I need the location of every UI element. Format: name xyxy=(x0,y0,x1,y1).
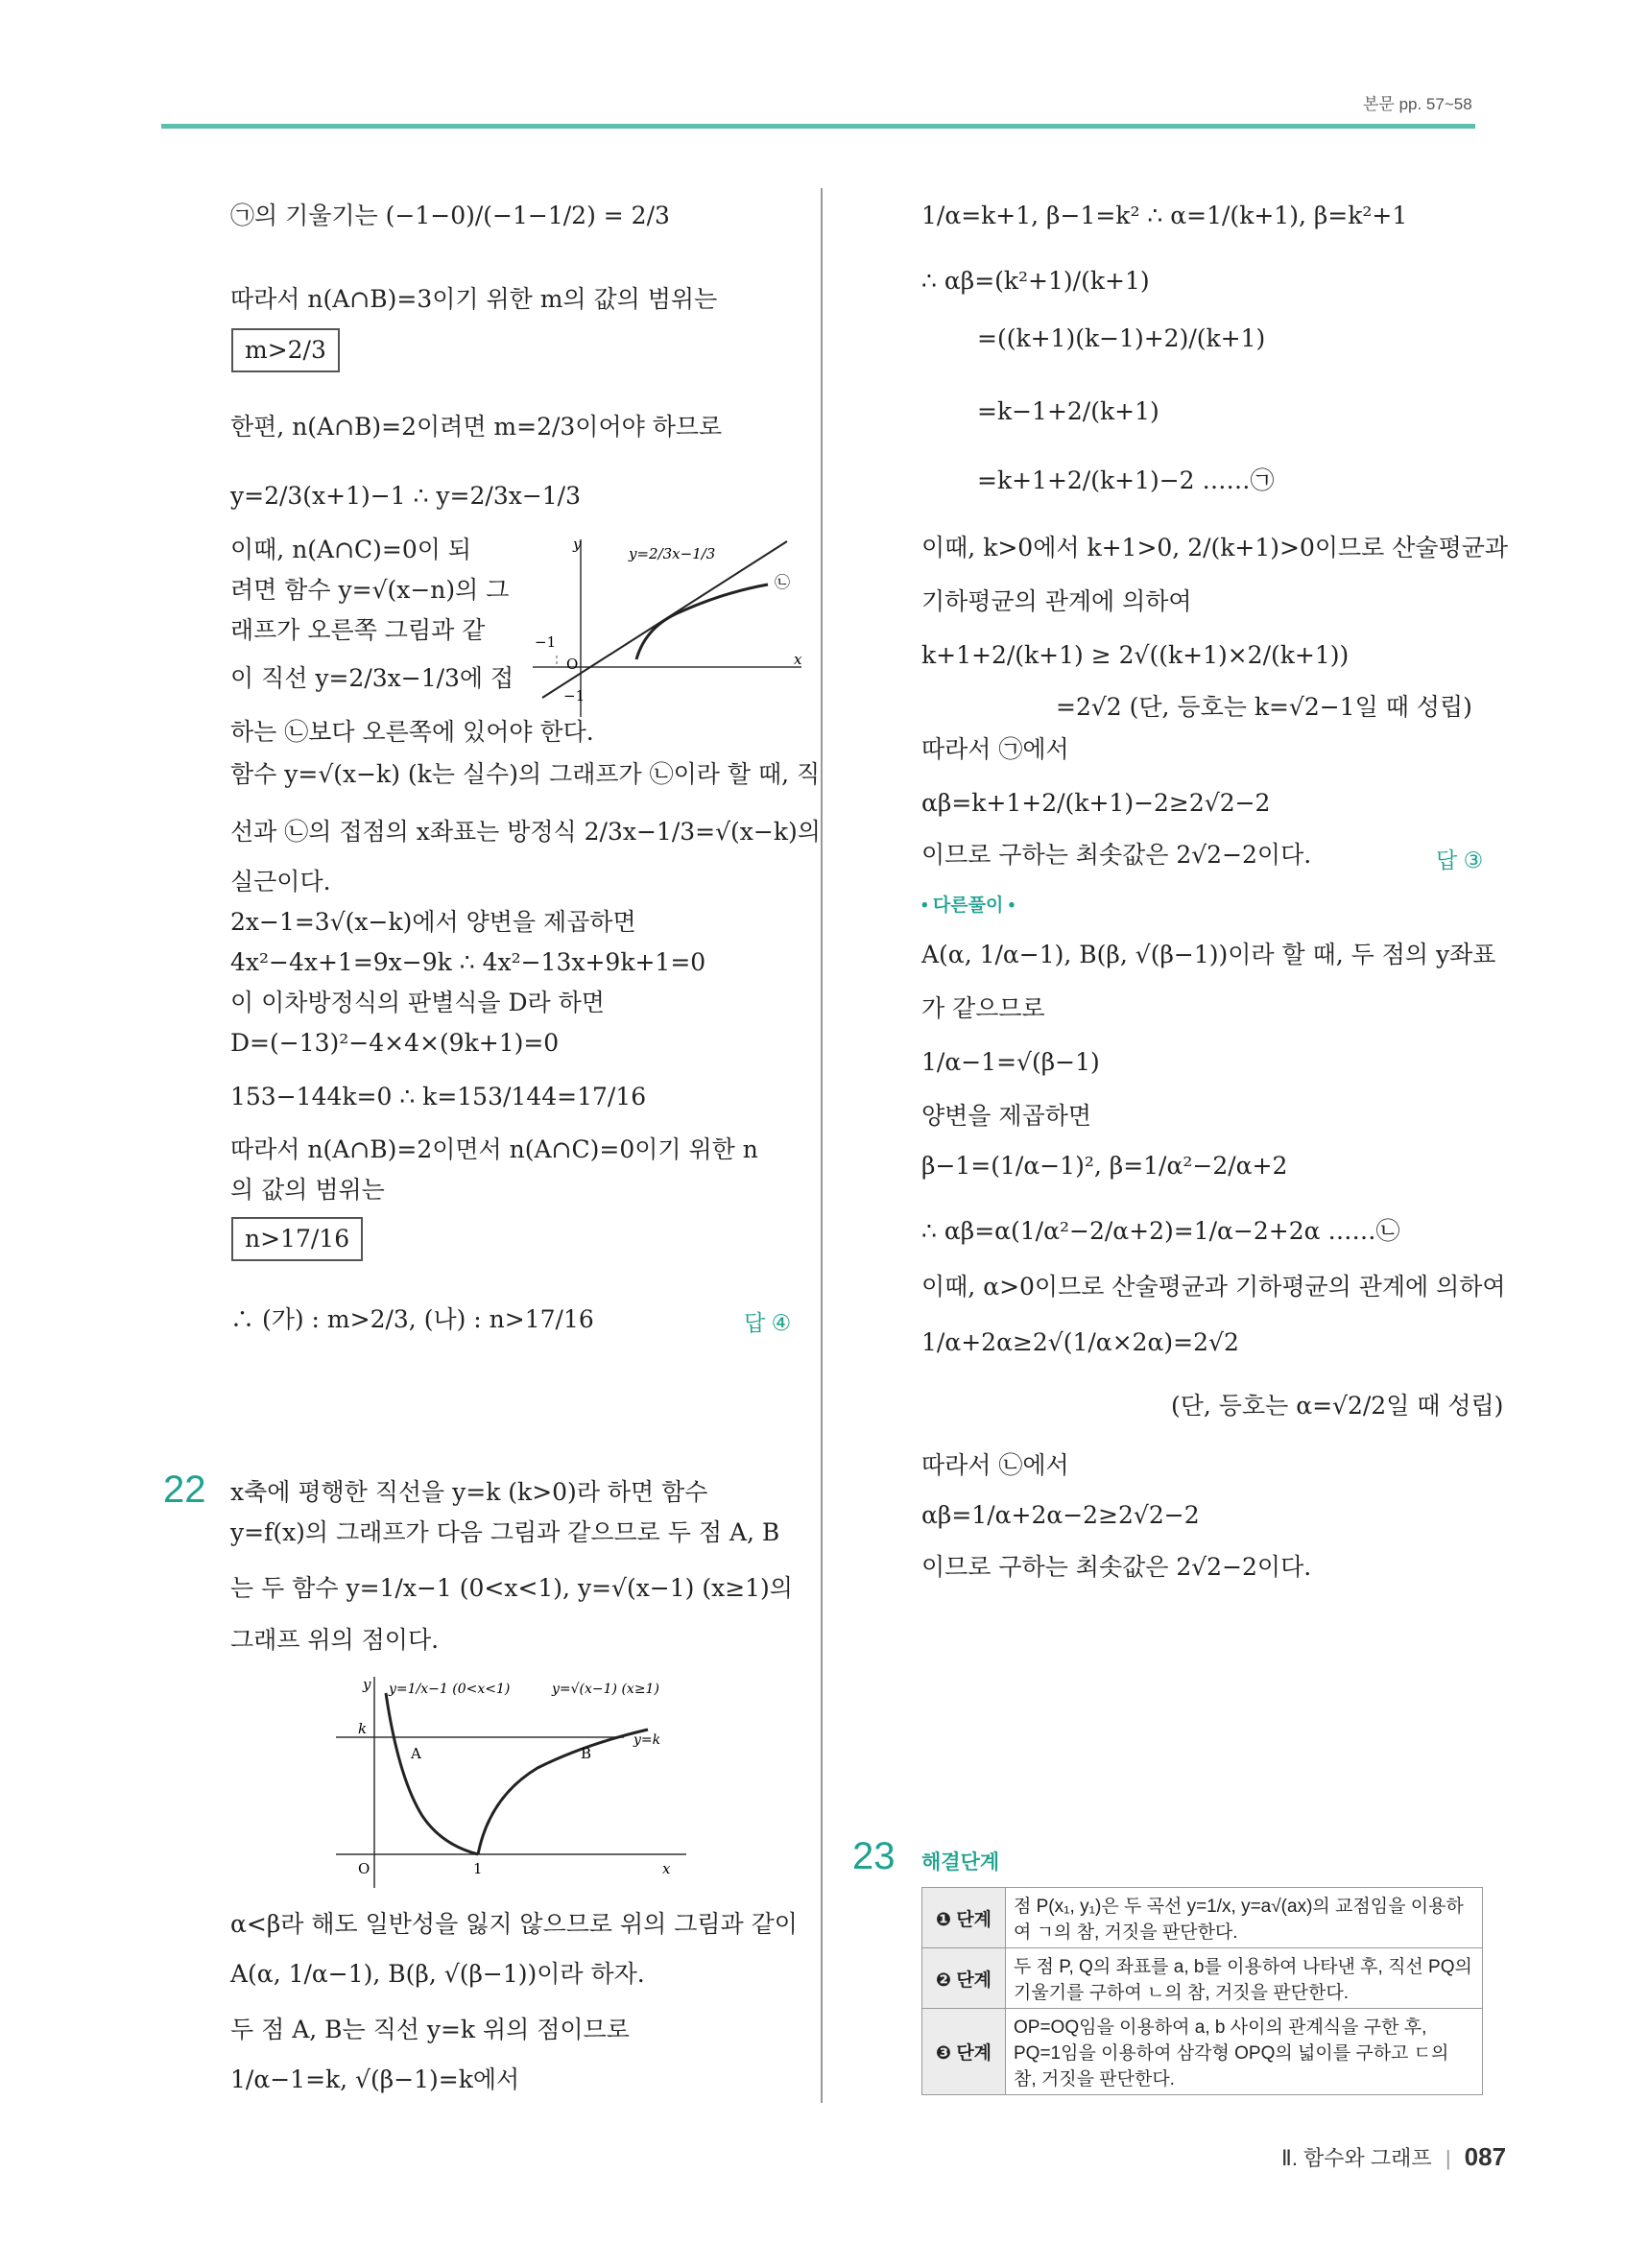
page-reference: 본문 pp. 57~58 xyxy=(1363,95,1472,113)
step-label: ❸ 단계 xyxy=(922,2009,1006,2095)
question-23-number: 23 xyxy=(852,1835,896,1877)
solution-steps-table xyxy=(921,1887,1483,2095)
sqrt-label: y=√(x−1) (x≥1) xyxy=(552,1682,659,1697)
left-line-4: y=2/3(x+1)−1 ∴ y=2/3x−1/3 xyxy=(230,482,582,510)
axis-x-label: x xyxy=(794,651,802,668)
question-22-number: 22 xyxy=(163,1468,206,1511)
axis-y-label: y xyxy=(573,536,582,553)
left-line-16: D=(−13)²−4×4×(9k+1)=0 xyxy=(230,1029,560,1057)
q22-line-5: α<β라 해도 일반성을 잃지 않으므로 위의 그림과 같이 xyxy=(230,1910,798,1938)
q22-line-4: 그래프 위의 점이다. xyxy=(230,1626,440,1654)
right-line-10: 따라서 ㉠에서 xyxy=(921,735,1069,763)
step-label: ❷ 단계 xyxy=(922,1948,1006,2009)
q22-line-1: x축에 평행한 직선을 y=k (k>0)라 하면 함수 xyxy=(230,1478,708,1506)
answer-21: 답 ④ xyxy=(744,1310,792,1335)
q22-line-2: y=f(x)의 그래프가 다음 그림과 같으므로 두 점 A, B xyxy=(230,1518,780,1546)
step-label: ❶ 단계 xyxy=(922,1888,1006,1948)
point-a-label: A xyxy=(411,1745,421,1762)
origin-label: O xyxy=(358,1860,370,1877)
step-text: OP=OQ임을 이용하여 a, b 사이의 관계식을 구한 후, PQ=1임을 이용하여 삼각형 OPQ의 넓이를 구하고 ㄷ의 참, 거짓을 판단한다. xyxy=(1006,2009,1483,2095)
step-row xyxy=(922,1948,1483,2009)
right-line-9: =2√2 (단, 등호는 k=√2−1일 때 성립) xyxy=(1056,693,1472,721)
left-line-15: 이 이차방정식의 판별식을 D라 하면 xyxy=(230,989,605,1016)
neg1y-label: −1 xyxy=(563,687,585,704)
right-line-18: ∴ αβ=α(1/α²−2/α+2)=1/α−2+2α ……㉡ xyxy=(921,1217,1400,1245)
header-rule xyxy=(161,124,1475,129)
step-row xyxy=(922,1888,1483,1948)
right-line-11: αβ=k+1+2/(k+1)−2≥2√2−2 xyxy=(921,789,1271,817)
right-line-3: =((k+1)(k−1)+2)/(k+1) xyxy=(977,324,1266,352)
q22-line-8: 1/α−1=k, √(β−1)=k에서 xyxy=(230,2065,520,2093)
q22-line-3: 는 두 함수 y=1/x−1 (0<x<1), y=√(x−1) (x≥1)의 xyxy=(230,1574,793,1602)
left-line-7: 래프가 오른쪽 그림과 같 xyxy=(230,616,486,644)
alternative-solution-label: • 다른풀이 • xyxy=(921,895,1016,916)
tangent-graph xyxy=(523,530,811,722)
page-number: 087 xyxy=(1464,2142,1507,2171)
right-line-15: 1/α−1=√(β−1) xyxy=(921,1048,1100,1076)
left-line-20: ∴ (가) : m>2/3, (나) : n>17/16 xyxy=(230,1305,594,1333)
right-line-5: =k+1+2/(k+1)−2 ……㉠ xyxy=(977,466,1275,494)
left-line-17: 153−144k=0 ∴ k=153/144=17/16 xyxy=(230,1083,647,1110)
left-line-18: 따라서 n(A∩B)=2이면서 n(A∩C)=0이기 위한 n xyxy=(230,1135,758,1163)
right-line-2: ∴ αβ=(k²+1)/(k+1) xyxy=(921,267,1150,295)
line-k-label: y=k xyxy=(633,1732,661,1748)
right-line-6: 이때, k>0에서 k+1>0, 2/(k+1)>0이므로 산술평균과 xyxy=(921,534,1509,561)
reciprocal-curve xyxy=(386,1693,478,1854)
answer-box-m: m>2/3 xyxy=(231,328,340,372)
right-line-23: αβ=1/α+2α−2≥2√2−2 xyxy=(921,1501,1200,1529)
left-line-1: ㉠의 기울기는 (−1−0)/(−1−1/2) = 2/3 xyxy=(230,202,670,229)
right-line-17: β−1=(1/α−1)², β=1/α²−2/α+2 xyxy=(921,1152,1288,1180)
solution-steps-title: 해결단계 xyxy=(921,1851,1000,1874)
step-text: 점 P(x₁, y₁)은 두 곡선 y=1/x, y=a√(ax)의 교점임을 이용하여 ㄱ의 참, 거짓을 판단한다. xyxy=(1006,1888,1483,1948)
section-title: Ⅱ. 함수와 그래프 xyxy=(1281,2146,1432,2170)
page-footer: Ⅱ. 함수와 그래프 | 087 xyxy=(1281,2142,1507,2171)
left-line-11: 선과 ㉡의 접점의 x좌표는 방정식 2/3x−1/3=√(x−k)의 xyxy=(230,818,821,846)
line-label: y=2/3x−1/3 xyxy=(629,545,716,562)
reciprocal-label: y=1/x−1 (0<x<1) xyxy=(389,1682,511,1697)
k-label: k xyxy=(358,1720,368,1737)
left-line-13: 2x−1=3√(x−k)에서 양변을 제곱하면 xyxy=(230,908,636,936)
right-line-21: (단, 등호는 α=√2/2일 때 성립) xyxy=(1171,1392,1504,1420)
answer-box-n: n>17/16 xyxy=(231,1217,363,1261)
left-line-5: 이때, n(A∩C)=0이 되 xyxy=(230,536,472,563)
q22-line-6: A(α, 1/α−1), B(β, √(β−1))이라 하자. xyxy=(230,1960,645,1988)
left-line-2: 따라서 n(A∩B)=3이기 위한 m의 값의 범위는 xyxy=(230,285,718,313)
neg1x-label: −1 xyxy=(535,633,557,651)
axis-x-label: x xyxy=(662,1860,671,1877)
right-line-19: 이때, α>0이므로 산술평균과 기하평균의 관계에 의하여 xyxy=(921,1273,1506,1301)
left-line-6: 려면 함수 y=√(x−n)의 그 xyxy=(230,576,510,604)
column-divider xyxy=(821,188,823,2103)
one-label: 1 xyxy=(473,1860,483,1877)
left-line-10: 함수 y=√(x−k) (k는 실수)의 그래프가 ㉡이라 할 때, 직 xyxy=(230,760,821,788)
left-line-8: 이 직선 y=2/3x−1/3에 접 xyxy=(230,664,514,692)
right-line-8: k+1+2/(k+1) ≥ 2√((k+1)×2/(k+1)) xyxy=(921,641,1350,669)
right-line-14: 가 같으므로 xyxy=(921,994,1045,1022)
right-line-13: A(α, 1/α−1), B(β, √(β−1))이라 할 때, 두 점의 y좌표 xyxy=(921,941,1496,968)
piecewise-graph xyxy=(326,1672,691,1893)
step-text: 두 점 P, Q의 좌표를 a, b를 이용하여 나타낸 후, 직선 PQ의 기울기를 구하여 ㄴ의 참, 거짓을 판단한다. xyxy=(1006,1948,1483,2009)
right-line-24: 이므로 구하는 최솟값은 2√2−2이다. xyxy=(921,1553,1312,1581)
right-line-20: 1/α+2α≥2√(1/α×2α)=2√2 xyxy=(921,1328,1239,1356)
left-line-19: 의 값의 범위는 xyxy=(230,1176,385,1204)
right-line-4: =k−1+2/(k+1) xyxy=(977,397,1159,425)
q22-line-7: 두 점 A, B는 직선 y=k 위의 점이므로 xyxy=(230,2016,630,2043)
left-line-3: 한편, n(A∩B)=2이려면 m=2/3이어야 하므로 xyxy=(230,413,723,441)
right-line-1: 1/α=k+1, β−1=k² ∴ α=1/(k+1), β=k²+1 xyxy=(921,202,1408,229)
right-line-12: 이므로 구하는 최솟값은 2√2−2이다. xyxy=(921,841,1312,869)
axis-y-label: y xyxy=(363,1676,371,1693)
curve-label: ㉡ xyxy=(775,573,791,591)
origin-label: O xyxy=(566,656,579,673)
left-line-12: 실근이다. xyxy=(230,868,331,895)
point-b-label: B xyxy=(581,1745,592,1762)
right-line-22: 따라서 ㉡에서 xyxy=(921,1451,1069,1479)
right-line-7: 기하평균의 관계에 의하여 xyxy=(921,587,1192,615)
left-line-9: 하는 ㉡보다 오른쪽에 있어야 한다. xyxy=(230,718,594,746)
step-row xyxy=(922,2009,1483,2095)
answer-22: 답 ③ xyxy=(1436,848,1484,872)
sqrt-curve xyxy=(478,1730,648,1854)
left-line-14: 4x²−4x+1=9x−9k ∴ 4x²−13x+9k+1=0 xyxy=(230,948,706,976)
right-line-16: 양변을 제곱하면 xyxy=(921,1102,1091,1130)
